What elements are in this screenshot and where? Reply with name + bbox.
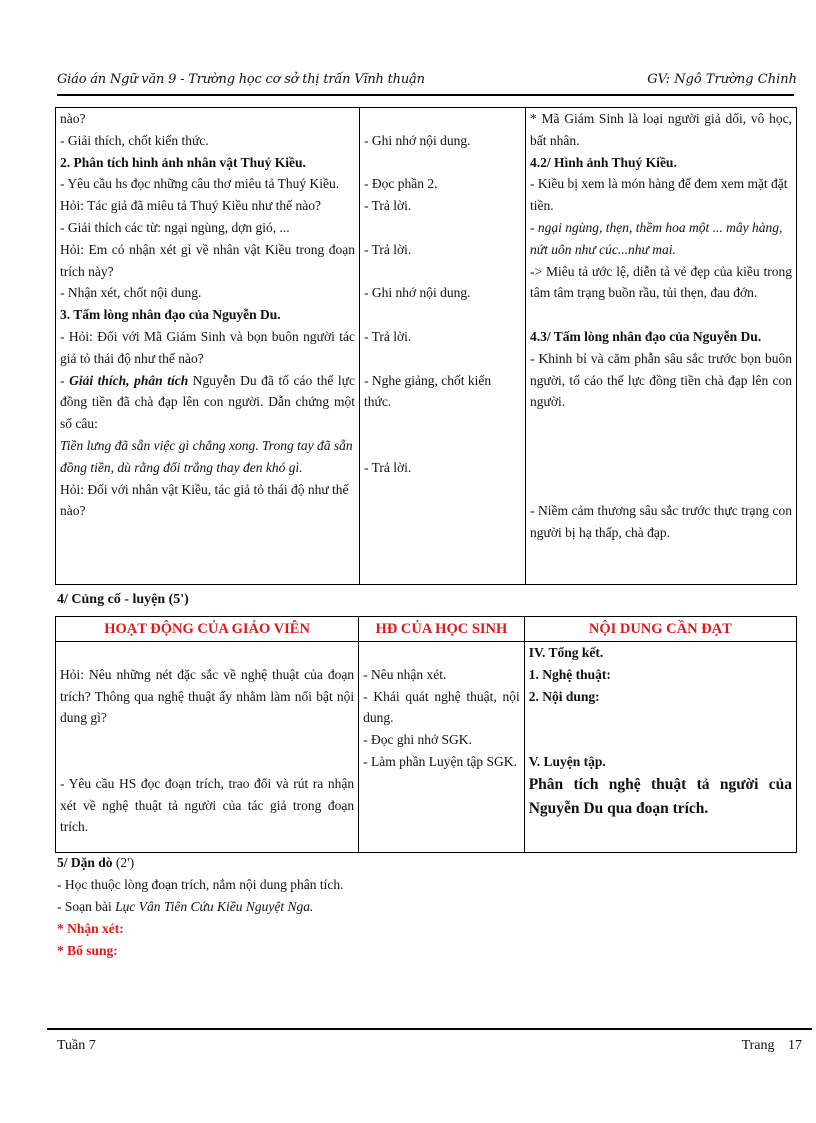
cell-line: 3. Tấm lòng nhân đạo của Nguyễn Du. — [60, 307, 281, 323]
lesson-table — [55, 107, 797, 585]
cell-line: 4.2/ Hình ảnh Thuý Kiều. — [530, 154, 677, 170]
cell-line — [364, 304, 521, 326]
header-school: Giáo án Ngữ văn 9 - Trường học cơ sở thị trấn Vĩnh thuận — [57, 72, 425, 87]
review-content-cell — [524, 642, 796, 853]
cell-line: -> Miêu tả ước lệ, diễn tả vẻ đẹp của kiều trong tâm tâm trạng buồn rầu, tủi thẹn, đau đớn. — [530, 263, 792, 301]
cell-line — [529, 707, 792, 729]
cell-line: - ngại ngùng, thẹn, thềm hoa một ... mây hàng, nứt uôn như cúc...như mai. — [530, 219, 783, 257]
student-activity-cell — [360, 108, 526, 585]
cell-line: - Nghe giảng, chốt kiến thức. — [364, 372, 492, 410]
cell-line — [364, 261, 521, 283]
content-cell — [526, 108, 797, 585]
cell-line: Hỏi: Nêu những nét đặc sắc về nghệ thuật của đoạn trích? Thông qua nghệ thuật ấy nhằm làm nổi bật nội dung gì? — [60, 666, 355, 726]
cell-line: 1. Nghệ thuật: — [528, 666, 611, 682]
cell-line: - Đọc ghi nhớ SGK. — [363, 732, 472, 748]
cell-line — [364, 217, 521, 239]
cell-line: 2. Phân tích hình ảnh nhân vật Thuý Kiều. — [60, 154, 306, 170]
cell-line — [364, 348, 521, 370]
section-4-title: 4/ Củng cố - luyện (5') — [57, 592, 189, 607]
cell-line: - Khinh bỉ và căm phẫn sâu sắc trước bọn buôn người, tố cáo thế lực đồng tiền chà đạp lên con người. — [530, 350, 792, 410]
homework-section — [57, 852, 757, 962]
cell-line: Tiền lưng đã sẵn việc gì chẳng xong. Trong tay đã sẵn đồng tiền, dù rằng đổi trắng thay đen khó gì. — [60, 437, 353, 475]
cell-line — [530, 435, 792, 457]
cell-line: Phân tích nghệ thuật tả người của Nguyễn Du qua đoạn trích. — [528, 775, 792, 817]
header-rule — [57, 94, 794, 96]
page-header — [57, 72, 797, 94]
cell-line: - Trả lời. — [364, 328, 412, 344]
cell-line — [364, 413, 521, 435]
supplement-label: * Bổ sung: — [57, 943, 118, 958]
page-number: 17 — [788, 1038, 802, 1053]
cell-line — [364, 108, 521, 130]
cell-line: Hỏi: Em có nhận xét gì về nhân vật Kiều trong đoạn trích này? — [60, 241, 355, 279]
section-5-title: 5/ Dặn dò — [57, 855, 113, 870]
cell-line: * Mã Giám Sinh là loại người giả dối, vô học, bất nhân. — [530, 111, 792, 148]
remark-label: * Nhận xét: — [57, 921, 124, 936]
review-table — [55, 616, 797, 853]
cell-line: nào? — [60, 111, 86, 126]
cell-line: - Ghi nhớ nội dung. — [364, 285, 471, 301]
homework-item: - Học thuộc lòng đoạn trích, nắm nội dung phân tích. — [57, 877, 344, 892]
review-teacher-cell — [56, 642, 359, 853]
cell-line: Hỏi: Tác giả đã miêu tả Thuý Kiều như thế nào? — [60, 198, 321, 214]
col-header-content: NỘI DUNG CẦN ĐẠT — [524, 617, 796, 642]
cell-line — [60, 751, 354, 773]
cell-line: - Đọc phần 2. — [364, 176, 438, 192]
cell-line: - Nêu nhận xét. — [363, 666, 447, 682]
cell-line: - Khái quát nghệ thuật, nội dung. — [363, 688, 520, 726]
cell-line — [529, 729, 792, 751]
cell-line — [363, 642, 520, 664]
cell-line: Hỏi: Đối với nhân vật Kiều, tác giả tỏ thái độ như thế nào? — [60, 481, 349, 519]
cell-line: - Giải thích các từ: ngại ngùng, dợn gió, ... — [60, 219, 290, 235]
cell-line: - Niềm cảm thương sâu sắc trước thực trạng con người bị hạ thấp, chà đạp. — [530, 503, 792, 541]
cell-line — [530, 479, 792, 501]
footer-week: Tuần 7 — [57, 1038, 96, 1053]
cell-line: - Yêu cầu HS đọc đoạn trích, trao đổi và rút ra nhận xét về nghệ thuật tả người của tác giả trong đoạn trích. — [60, 775, 355, 835]
cell-line — [60, 642, 354, 664]
footer-page: Trang 17 — [741, 1038, 802, 1053]
header-teacher: GV: Ngô Trường Chinh — [647, 72, 797, 87]
col-header-student: HĐ CỦA HỌC SINH — [359, 617, 525, 642]
review-student-cell — [359, 642, 525, 853]
cell-line: - Yêu cầu hs đọc những câu thơ miêu tả Thuý Kiều. — [60, 176, 340, 192]
next-lesson-title: Lục Vân Tiên Cứu Kiều Nguyệt Nga. — [115, 899, 314, 914]
homework-item: - Soạn bài Lục Vân Tiên Cứu Kiều Nguyệt Nga. — [57, 899, 314, 914]
cell-line — [60, 729, 354, 751]
cell-line: - Giải thích, chốt kiến thức. — [60, 132, 209, 148]
cell-line: IV. Tổng kết. — [528, 645, 604, 660]
cell-line: V. Luyện tập. — [528, 753, 606, 769]
cell-line: - Ghi nhớ nội dung. — [364, 132, 471, 148]
footer-rule — [47, 1028, 812, 1030]
cell-line: - Nhận xét, chốt nội dung. — [60, 285, 202, 301]
cell-line — [530, 457, 792, 479]
cell-line: - Hỏi: Đối với Mã Giám Sinh và bọn buôn người tác giả tỏ thái độ như thế nào? — [60, 328, 355, 366]
cell-line: - Kiều bị xem là món hàng để đem xem mặt đặt tiền. — [530, 176, 788, 214]
cell-line: - Giải thích, phân tích Nguyễn Du đã tố cáo thế lực đồng tiền đã chà đạp lên con người. Dẫn chứng một số câu: — [60, 372, 355, 432]
section-5-time: (2') — [112, 855, 135, 870]
cell-line: - Trả lời. — [364, 198, 412, 214]
cell-line: 2. Nội dung: — [528, 688, 600, 704]
cell-line — [530, 304, 792, 326]
cell-line — [364, 435, 521, 457]
cell-line: - Trả lời. — [364, 241, 412, 257]
cell-line — [530, 413, 792, 435]
cell-line: - Trả lời. — [364, 459, 412, 475]
cell-line: - Làm phần Luyện tập SGK. — [363, 753, 517, 769]
col-header-teacher: HOẠT ĐỘNG CỦA GIÁO VIÊN — [56, 617, 359, 642]
teacher-activity-cell — [56, 108, 360, 585]
cell-line: 4.3/ Tấm lòng nhân đạo của Nguyễn Du. — [530, 328, 762, 344]
cell-line — [364, 152, 521, 174]
